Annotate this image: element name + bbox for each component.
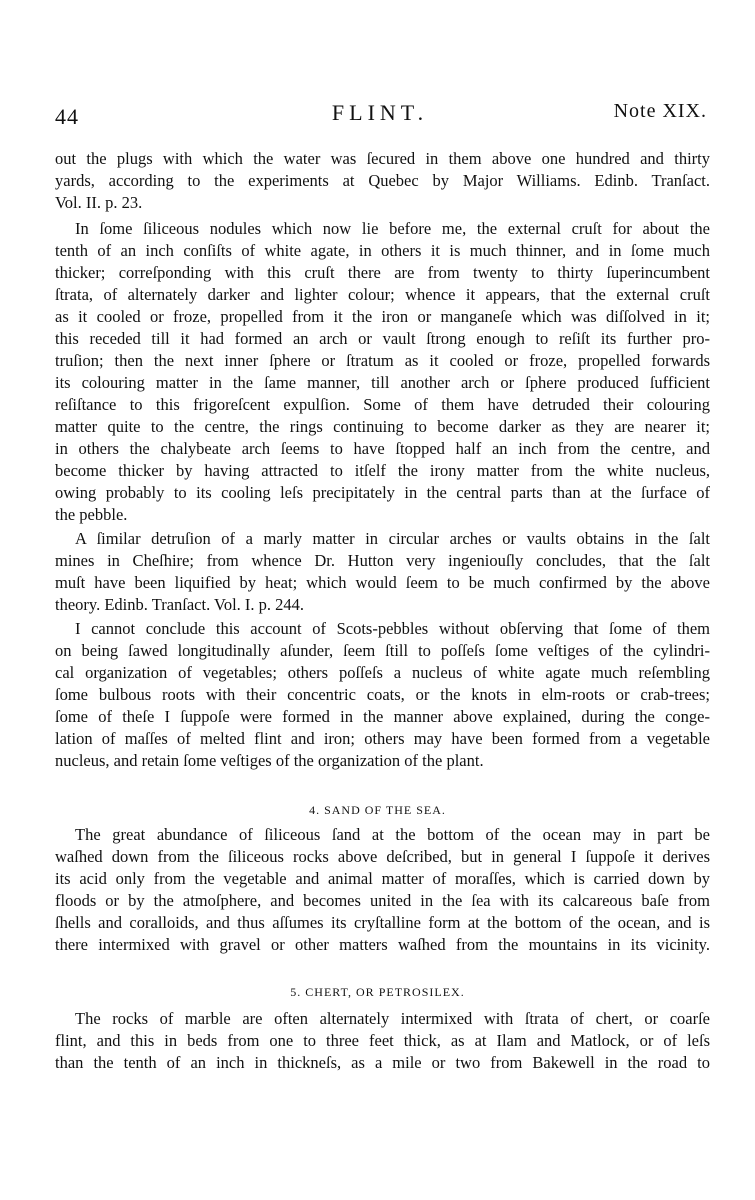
text-line: the pebble.: [55, 505, 128, 524]
text-line: ſhells and coralloids, and thus aſſumes its cryſtalline form at the bottom of the ocean, and is: [55, 913, 710, 932]
note-label: Note XIX.: [613, 100, 707, 122]
text-line: in others the chalybeate arch ſeems to have ſtopped half an inch from the centre, and: [55, 439, 710, 458]
page-header: [0, 96, 755, 132]
text-line: reſiſtance to this frigoreſcent expulſion. Some of them have detruded their colouring: [55, 395, 710, 414]
text-line: its colouring matter in the ſame manner, till another arch or ſphere produced ſufficient: [55, 373, 710, 392]
text-line: mines in Cheſhire; from whence Dr. Hutton very ingeniouſly concludes, that the ſalt: [55, 551, 710, 570]
text-line: yards, according to the experiments at Quebec by Major Williams. Edinb. Tranſact.: [55, 171, 710, 190]
text-line: as it cooled or froze, propelled from it the iron or manganeſe which was diſſolved in it;: [55, 307, 710, 326]
text-line: thicker; correſponding with this cruſt there are from twenty to thirty ſuperincumbent: [55, 263, 710, 282]
text-line: ſome of theſe I ſuppoſe were formed in the manner above explained, during the conge-: [55, 707, 710, 726]
text-line: A ſimilar detruſion of a marly matter in circular arches or vaults obtains in the ſalt: [75, 529, 710, 548]
text-line: become thicker by having attracted to itſelf the irony matter from the white nucleus,: [55, 461, 710, 480]
text-line: In ſome ſiliceous nodules which now lie before me, the external cruſt for about the: [75, 219, 710, 238]
text-line: tenth of an inch conſiſts of white agate, in others it is much thinner, and in ſome much: [55, 241, 710, 260]
text-line: matter quite to the centre, the rings continuing to become darker as they are nearer it;: [55, 417, 710, 436]
section-heading-chert: 5. CHERT, OR PETROSILEX.: [290, 985, 465, 999]
text-line: I cannot conclude this account of Scots-pebbles without obſerving that ſome of them: [75, 619, 710, 638]
text-line: ſtrata, of alternately darker and lighter colour; whence it appears, that the external cruſt: [55, 285, 710, 304]
text-line: ſome bulbous roots with their concentric coats, or the knots in elm-roots or crab-trees;: [55, 685, 710, 704]
text-line: out the plugs with which the water was ſecured in them above one hundred and thirty: [55, 149, 710, 168]
text-line: waſhed down from the ſiliceous rocks above deſcribed, but in general I ſuppoſe it derives: [55, 847, 710, 866]
text-line: owing probably to its cooling leſs precipitately in the central parts than at the ſurface of: [55, 483, 710, 502]
text-line: theory. Edinb. Tranſact. Vol. I. p. 244.: [55, 595, 305, 614]
running-title: FLINT.: [331, 100, 429, 125]
text-line: flint, and this in beds from one to three feet thick, as at Ilam and Matlock, or of leſs: [55, 1031, 710, 1050]
text-line: its acid only from the vegetable and animal matter of moraſſes, which is carried down by: [55, 869, 710, 888]
text-line: muſt have been liquified by heat; which would ſeem to be much confirmed by the above: [55, 573, 710, 592]
text-line: cal organization of vegetables; others poſſeſs a nucleus of white agate much reſembling: [55, 663, 710, 682]
text-line: there intermixed with gravel or other matters waſhed from the mountains in its vicinity.: [55, 935, 710, 954]
text-line: lation of maſſes of melted flint and iron; others may have been formed from a vegetable: [55, 729, 710, 748]
page-number: 44: [55, 104, 79, 129]
text-line: nucleus, and retain ſome veſtiges of the organization of the plant.: [55, 751, 484, 770]
section-heading-sand: 4. SAND OF THE SEA.: [309, 803, 446, 817]
text-line: truſion; then the next inner ſphere or ſtratum as it cooled or froze, propelled forwards: [55, 351, 710, 370]
text-line: The rocks of marble are often alternately intermixed with ſtrata of chert, or coarſe: [75, 1009, 710, 1028]
text-line: this receded till it had formed an arch or vault ſtrong enough to reſiſt its further pro-: [55, 329, 710, 348]
text-line: Vol. II. p. 23.: [55, 193, 143, 212]
text-line: on being ſawed longitudinally aſunder, ſeem ſtill to poſſeſs ſome veſtiges of the cylindri-: [55, 641, 710, 660]
text-line: floods or by the atmoſphere, and becomes united in the ſea with its calcareous baſe from: [55, 891, 710, 910]
text-line: than the tenth of an inch in thickneſs, as a mile or two from Bakewell in the road to: [55, 1053, 710, 1072]
text-line: The great abundance of ſiliceous ſand at the bottom of the ocean may in part be: [75, 825, 710, 844]
